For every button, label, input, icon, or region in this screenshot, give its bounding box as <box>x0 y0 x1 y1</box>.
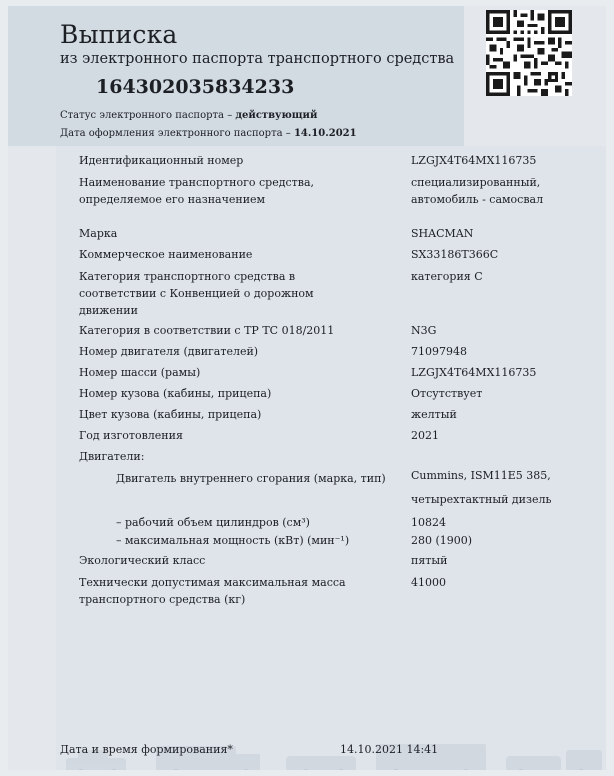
field-value: Отсутствует <box>411 387 483 400</box>
field-label: Категория в соответствии с ТР ТС 018/2011 <box>79 324 335 337</box>
field-label: Год изготовления <box>79 429 183 442</box>
field-value: LZGJX4T64MX116735 <box>411 154 537 167</box>
field-value: 2021 <box>411 429 439 442</box>
field-label: Наименование транспортного средства, определяемое его назначением <box>79 176 314 206</box>
field-label: Коммерческое наименование <box>79 248 253 261</box>
field-label: – рабочий объем цилиндров (см³) <box>116 516 310 529</box>
field-value: N3G <box>411 324 437 337</box>
field-label: Номер шасси (рамы) <box>79 366 201 379</box>
field-label: Технически допустимая максимальная масса транспортного средства (кг) <box>79 576 346 606</box>
generated-datetime-value: 14.10.2021 14:41 <box>340 743 439 756</box>
field-value: Cummins, ISM11E5 385, четырехтактный дизель <box>411 469 552 506</box>
issued-label: Дата оформления электронного паспорта – <box>60 128 294 139</box>
qr-code-image <box>486 10 572 96</box>
passport-number: 164302035834233 <box>96 76 295 98</box>
field-value: желтый <box>411 408 457 421</box>
field-value: категория С <box>411 270 483 283</box>
passport-status <box>60 110 317 121</box>
field-label: Номер кузова (кабины, прицепа) <box>79 387 272 400</box>
status-label: Статус электронного паспорта – <box>60 110 236 121</box>
field-label: Марка <box>79 227 118 240</box>
status-value: действующий <box>235 110 318 121</box>
field-value: SHACMAN <box>411 227 474 240</box>
issued-value: 14.10.2021 <box>293 128 357 139</box>
field-value: 280 (1900) <box>411 534 473 547</box>
field-value: 71097948 <box>411 345 467 358</box>
field-label: Экологический класс <box>79 554 206 567</box>
field-value: специализированный, автомобиль - самосвал <box>411 176 544 206</box>
field-label: Двигатель внутреннего сгорания (марка, тип) <box>116 472 386 485</box>
passport-extract-sheet <box>8 6 606 770</box>
field-value: 41000 <box>411 576 446 589</box>
document-title: Выписка <box>60 20 178 49</box>
generated-datetime-label: Дата и время формирования* <box>60 743 233 756</box>
passport-issued-date <box>60 128 357 139</box>
field-value: SX33186T366C <box>411 248 499 261</box>
field-label: Номер двигателя (двигателей) <box>79 345 259 358</box>
field-value: 10824 <box>411 516 446 529</box>
document-subtitle: из электронного паспорта транспортного средства <box>60 51 455 67</box>
field-label: – максимальная мощность (кВт) (мин⁻¹) <box>116 534 350 547</box>
field-label: Двигатели: <box>79 450 145 463</box>
field-value: пятый <box>411 554 448 567</box>
field-label: Идентификационный номер <box>79 154 244 167</box>
field-value: LZGJX4T64MX116735 <box>411 366 537 379</box>
field-label: Цвет кузова (кабины, прицепа) <box>79 408 262 421</box>
field-label: Категория транспортного средства в соответствии с Конвенцией о дорожном движении <box>79 270 314 317</box>
